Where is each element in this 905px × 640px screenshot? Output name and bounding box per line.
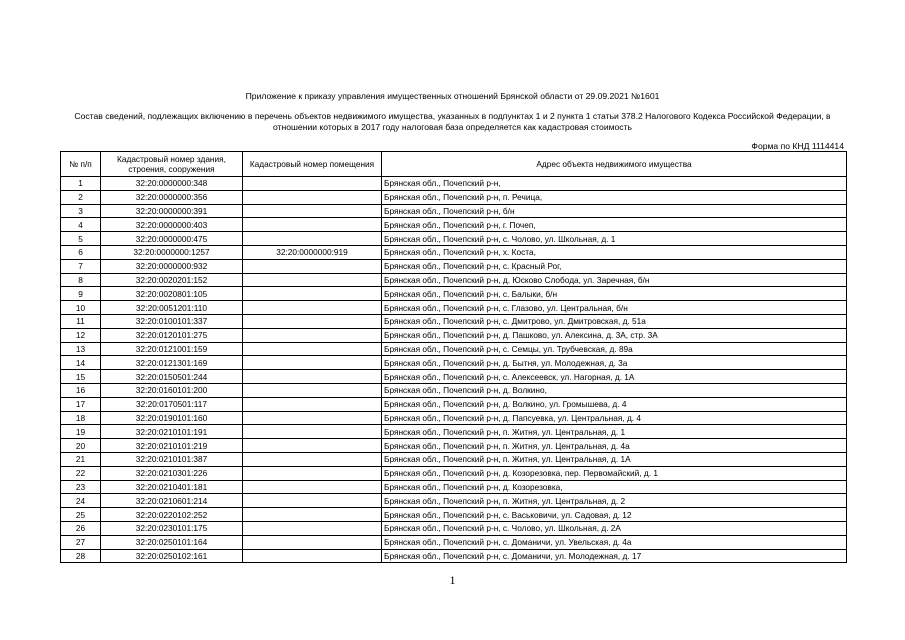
cell-num: 7 [61, 259, 101, 273]
cell-num: 25 [61, 508, 101, 522]
property-table [60, 151, 847, 563]
table-row [61, 328, 847, 342]
cell-num: 4 [61, 218, 101, 232]
cell-building-cadastral: 32:20:0100101:337 [101, 314, 243, 328]
form-code: Форма по КНД 1114414 [751, 141, 844, 151]
cell-address: Брянская обл., Почепский р-н, п. Житня, ул. Центральная, д. 1 [382, 425, 847, 439]
cell-address: Брянская обл., Почепский р-н, п. Житня, ул. Центральная, д. 2 [382, 494, 847, 508]
cell-room-cadastral [243, 480, 382, 494]
table-row [61, 494, 847, 508]
cell-num: 18 [61, 411, 101, 425]
cell-address: Брянская обл., Почепский р-н, б/н [382, 204, 847, 218]
cell-building-cadastral: 32:20:0000000:403 [101, 218, 243, 232]
cell-building-cadastral: 32:20:0250102:161 [101, 549, 243, 563]
cell-address: Брянская обл., Почепский р-н, х. Коста, [382, 245, 847, 259]
header-room-cadastral: Кадастровый номер помещения [243, 152, 382, 177]
table-row [61, 535, 847, 549]
cell-building-cadastral: 32:20:0170501:117 [101, 397, 243, 411]
cell-num: 20 [61, 439, 101, 453]
table-row [61, 232, 847, 246]
table-row [61, 397, 847, 411]
cell-building-cadastral: 32:20:0210301:226 [101, 466, 243, 480]
table-row [61, 439, 847, 453]
cell-room-cadastral [243, 356, 382, 370]
page-number: 1 [449, 573, 456, 587]
table-row [61, 287, 847, 301]
cell-num: 19 [61, 425, 101, 439]
cell-room-cadastral [243, 425, 382, 439]
cell-num: 10 [61, 301, 101, 315]
cell-num: 9 [61, 287, 101, 301]
cell-building-cadastral: 32:20:0160101:200 [101, 383, 243, 397]
cell-room-cadastral [243, 370, 382, 384]
table-row [61, 204, 847, 218]
cell-address: Брянская обл., Почепский р-н, д. Юсково Слобода, ул. Заречная, б/н [382, 273, 847, 287]
cell-num: 24 [61, 494, 101, 508]
table-row [61, 521, 847, 535]
table-row [61, 508, 847, 522]
cell-address: Брянская обл., Почепский р-н, с. Чолово, ул. Школьная, д. 2А [382, 521, 847, 535]
cell-building-cadastral: 32:20:0150501:244 [101, 370, 243, 384]
cell-num: 22 [61, 466, 101, 480]
cell-address: Брянская обл., Почепский р-н, с. Доманичи, ул. Увельская, д. 4а [382, 535, 847, 549]
cell-room-cadastral [243, 328, 382, 342]
document-subtitle: Состав сведений, подлежащих включению в перечень объектов недвижимого имущества, указанных в подпунктах 1 и 2 пункта 1 статьи 378.2 Налогового Кодекса Российской Федерации, в отношении которых в 2017 году налоговая база определяется как кадастровая стоимость [74, 111, 831, 132]
cell-building-cadastral: 32:20:0051201:110 [101, 301, 243, 315]
cell-address: Брянская обл., Почепский р-н, п. Речица, [382, 190, 847, 204]
cell-room-cadastral [243, 549, 382, 563]
table-row [61, 452, 847, 466]
cell-num: 17 [61, 397, 101, 411]
cell-building-cadastral: 32:20:0020201:152 [101, 273, 243, 287]
cell-num: 14 [61, 356, 101, 370]
cell-room-cadastral [243, 521, 382, 535]
table-row [61, 411, 847, 425]
cell-num: 6 [61, 245, 101, 259]
cell-address: Брянская обл., Почепский р-н, д. Козорезовка, [382, 480, 847, 494]
cell-address: Брянская обл., Почепский р-н, д. Волкино, ул. Громышева, д. 4 [382, 397, 847, 411]
cell-building-cadastral: 32:20:0190101:160 [101, 411, 243, 425]
cell-address: Брянская обл., Почепский р-н, с. Красный Рог, [382, 259, 847, 273]
cell-room-cadastral: 32:20:0000000:919 [243, 245, 382, 259]
table-row [61, 218, 847, 232]
cell-building-cadastral: 32:20:0000000:475 [101, 232, 243, 246]
cell-building-cadastral: 32:20:0000000:932 [101, 259, 243, 273]
table-row [61, 190, 847, 204]
cell-building-cadastral: 32:20:0210601:214 [101, 494, 243, 508]
cell-building-cadastral: 32:20:0210101:387 [101, 452, 243, 466]
cell-room-cadastral [243, 177, 382, 191]
table-row [61, 177, 847, 191]
table-row [61, 356, 847, 370]
cell-address: Брянская обл., Почепский р-н, с. Чолово, ул. Школьная, д. 1 [382, 232, 847, 246]
cell-address: Брянская обл., Почепский р-н, [382, 177, 847, 191]
cell-num: 2 [61, 190, 101, 204]
cell-building-cadastral: 32:20:0121001:159 [101, 342, 243, 356]
cell-building-cadastral: 32:20:0020801:105 [101, 287, 243, 301]
cell-room-cadastral [243, 190, 382, 204]
table-row [61, 383, 847, 397]
cell-num: 11 [61, 314, 101, 328]
table-row [61, 259, 847, 273]
cell-address: Брянская обл., Почепский р-н, с. Глазово, ул. Центральная, б/н [382, 301, 847, 315]
cell-building-cadastral: 32:20:0120101:275 [101, 328, 243, 342]
cell-num: 13 [61, 342, 101, 356]
cell-room-cadastral [243, 508, 382, 522]
cell-address: Брянская обл., Почепский р-н, д. Козорезовка, пер. Первомайский, д. 1 [382, 466, 847, 480]
cell-num: 23 [61, 480, 101, 494]
table-row [61, 301, 847, 315]
cell-room-cadastral [243, 383, 382, 397]
cell-building-cadastral: 32:20:0210401:181 [101, 480, 243, 494]
cell-room-cadastral [243, 439, 382, 453]
table-row [61, 425, 847, 439]
cell-address: Брянская обл., Почепский р-н, с. Алексеевск, ул. Нагорная, д. 1А [382, 370, 847, 384]
cell-room-cadastral [243, 466, 382, 480]
cell-building-cadastral: 32:20:0210101:191 [101, 425, 243, 439]
cell-address: Брянская обл., Почепский р-н, д. Пашково, ул. Алексина, д. 3А, стр. 3А [382, 328, 847, 342]
cell-address: Брянская обл., Почепский р-н, с. Доманичи, ул. Молодежная, д. 17 [382, 549, 847, 563]
cell-num: 8 [61, 273, 101, 287]
header-num: № п/п [61, 152, 101, 177]
table-row [61, 370, 847, 384]
cell-room-cadastral [243, 204, 382, 218]
cell-building-cadastral: 32:20:0121301:169 [101, 356, 243, 370]
cell-room-cadastral [243, 232, 382, 246]
cell-num: 28 [61, 549, 101, 563]
cell-address: Брянская обл., Почепский р-н, п. Житня, ул. Центральная, д. 4а [382, 439, 847, 453]
cell-address: Брянская обл., Почепский р-н, с. Семцы, ул. Трубчевская, д. 89а [382, 342, 847, 356]
cell-num: 3 [61, 204, 101, 218]
table-header-row [61, 152, 847, 177]
cell-room-cadastral [243, 452, 382, 466]
cell-room-cadastral [243, 259, 382, 273]
cell-building-cadastral: 32:20:0000000:1257 [101, 245, 243, 259]
cell-address: Брянская обл., Почепский р-н, д. Волкино, [382, 383, 847, 397]
header-building-cadastral: Кадастровый номер здания, строения, сооружения [101, 152, 243, 177]
cell-building-cadastral: 32:20:0250101:164 [101, 535, 243, 549]
cell-num: 16 [61, 383, 101, 397]
cell-room-cadastral [243, 342, 382, 356]
table-body [61, 177, 847, 563]
table-row [61, 480, 847, 494]
cell-building-cadastral: 32:20:0000000:356 [101, 190, 243, 204]
cell-num: 12 [61, 328, 101, 342]
table-row [61, 466, 847, 480]
cell-building-cadastral: 32:20:0000000:391 [101, 204, 243, 218]
cell-address: Брянская обл., Почепский р-н, д. Бытня, ул. Молодежная, д. 3а [382, 356, 847, 370]
cell-room-cadastral [243, 494, 382, 508]
cell-num: 21 [61, 452, 101, 466]
cell-address: Брянская обл., Почепский р-н, п. Житня, ул. Центральная, д. 1А [382, 452, 847, 466]
header-address: Адрес объекта недвижимого имущества [382, 152, 847, 177]
cell-building-cadastral: 32:20:0220102:252 [101, 508, 243, 522]
table-row [61, 245, 847, 259]
cell-room-cadastral [243, 301, 382, 315]
cell-building-cadastral: 32:20:0210101:219 [101, 439, 243, 453]
cell-address: Брянская обл., Почепский р-н, с. Васьковичи, ул. Садовая, д. 12 [382, 508, 847, 522]
cell-room-cadastral [243, 397, 382, 411]
cell-address: Брянская обл., Почепский р-н, г. Почеп, [382, 218, 847, 232]
cell-room-cadastral [243, 535, 382, 549]
cell-building-cadastral: 32:20:0000000:348 [101, 177, 243, 191]
cell-num: 5 [61, 232, 101, 246]
cell-address: Брянская обл., Почепский р-н, с. Балыки, б/н [382, 287, 847, 301]
cell-building-cadastral: 32:20:0230101:175 [101, 521, 243, 535]
cell-num: 27 [61, 535, 101, 549]
table-row [61, 549, 847, 563]
cell-room-cadastral [243, 273, 382, 287]
cell-num: 1 [61, 177, 101, 191]
document-title: Приложение к приказу управления имущественных отношений Брянской области от 29.09.2021 №1601 [245, 91, 660, 101]
table-row [61, 342, 847, 356]
cell-room-cadastral [243, 218, 382, 232]
cell-num: 15 [61, 370, 101, 384]
table-row [61, 314, 847, 328]
table-row [61, 273, 847, 287]
cell-address: Брянская обл., Почепский р-н, с. Дмитрово, ул. Дмитровская, д. 51а [382, 314, 847, 328]
cell-address: Брянская обл., Почепский р-н, д. Папсуевка, ул. Центральная, д. 4 [382, 411, 847, 425]
cell-room-cadastral [243, 411, 382, 425]
cell-room-cadastral [243, 314, 382, 328]
cell-num: 26 [61, 521, 101, 535]
cell-room-cadastral [243, 287, 382, 301]
